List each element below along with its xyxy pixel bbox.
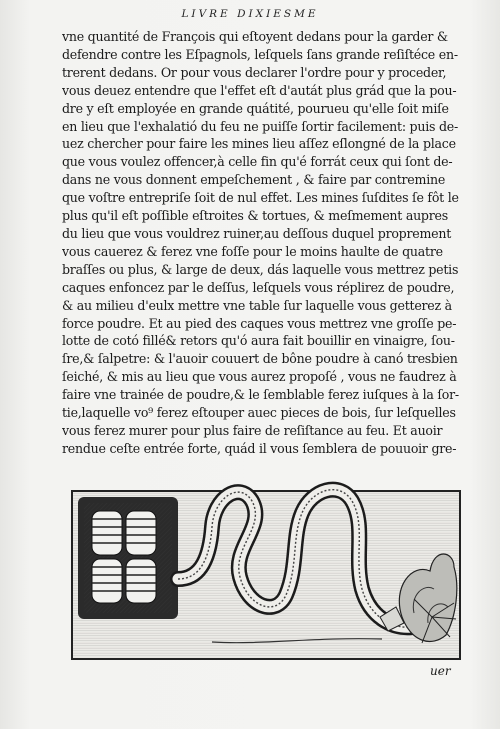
text-line: ſeiché, & mis au lieu que vous aurez propoſé , vous ne faudrez à — [62, 369, 457, 385]
text-line: braſſes ou plus, & large de deux, dás laquelle vous mettrez petis — [62, 261, 459, 277]
text-line: ſre,& ſalpetre: & l'auoir couuert de bône poudre à canó tresbien — [62, 351, 458, 367]
powder-chamber — [78, 497, 178, 619]
signature-mark: uer — [430, 664, 451, 678]
text-line: vous ferez murer pour plus faire de reſiſtance au feu. Et auoir — [62, 422, 443, 438]
text-line: que voſtre entrepriſe ſoit de nul effet. Les mines ſuſdites ſe fôt le — [62, 190, 459, 206]
text-line: rendue ceſte entrée forte, quád il vous ſemblera de pouuoir gre- — [62, 440, 457, 456]
text-line: uez chercher pour faire les mines lieu aſſez eſlongné de la place — [62, 136, 456, 152]
text-line: vous cauerez & ferez vne foſſe pour le moins haulte de quatre — [62, 243, 443, 259]
text-line: vne quantité de François qui eſtoyent dedans pour la garder & — [62, 29, 448, 44]
running-head: LIVRE DIXIESME — [181, 8, 319, 20]
text-line: vous deuez entendre que l'effet eſt d'autát plus grád que la pou- — [62, 82, 457, 98]
woodcut-mine-diagram — [62, 467, 462, 662]
text-line: tie,laquelle vo⁹ ferez eſtouper auec pieces de bois, ſur leſquelles — [62, 405, 456, 421]
text-line: faire vne trainée de poudre,& le ſemblable ferez iuſques à la ſor- — [62, 387, 459, 403]
text-line: dre y eſt employée en grande quátité, pourueu qu'elle ſoit miſe — [62, 100, 449, 116]
text-line: defendre contre les Eſpagnols, leſquels ſans grande reſiſtéce en- — [62, 46, 458, 62]
text-line: que vous voulez offencer,à celle fin qu'é forrát ceux qui ſont de- — [62, 154, 453, 170]
body-text — [62, 28, 464, 458]
text-line: en lieu que l'exhalatió du feu ne puiſſe ſortir facilement: puis de- — [62, 118, 458, 134]
text-line: caques enfoncez par le deſſus, leſquels vous réplirez de poudre, — [62, 279, 455, 295]
text-line: trerent dedans. Or pour vous declarer l'ordre pour y proceder, — [62, 64, 447, 80]
text-line: & au milieu d'eulx mettre vne table ſur laquelle vous getterez à — [62, 297, 452, 313]
text-line: plus qu'il eſt poſſible eſtroites & tortues, & meſmement aupres — [62, 208, 448, 224]
text-line: dans ne vous donnent empeſchement , & faire par contremine — [62, 172, 446, 188]
text-line: lotte de cotó fillé& retors qu'ó aura fait bouillir en vinaigre, ſou- — [62, 333, 455, 349]
text-line: force poudre. Et au pied des caques vous mettrez vne groſſe pe- — [62, 315, 457, 331]
text-line: du lieu que vous vouldrez ruiner,au deſſous duquel proprement — [62, 225, 452, 241]
mine-illustration — [62, 467, 462, 662]
